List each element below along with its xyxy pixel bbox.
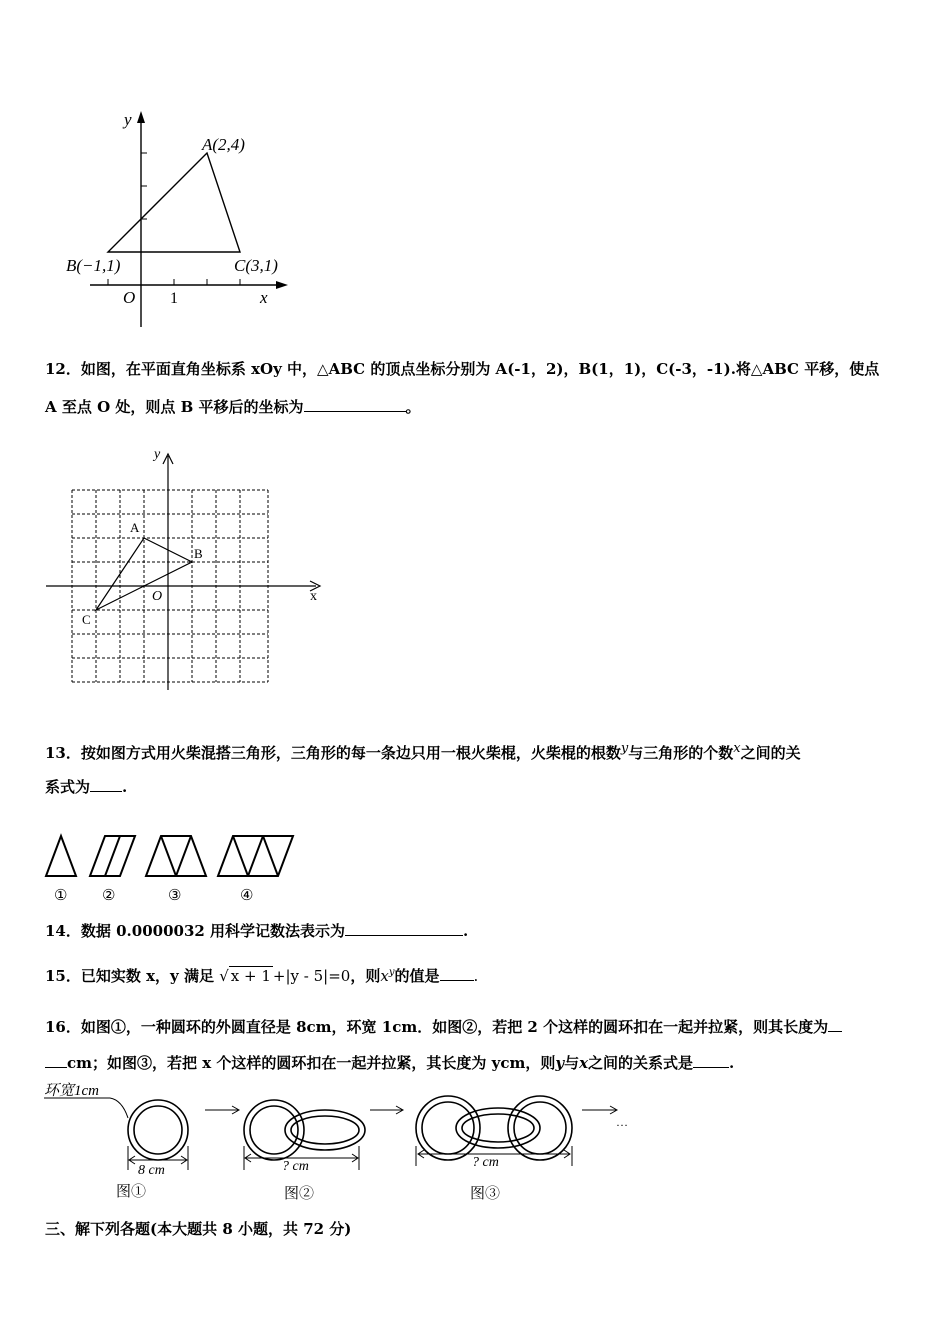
- answer-blank-16b[interactable]: [693, 1053, 729, 1068]
- answer-blank-15[interactable]: [440, 966, 474, 981]
- question-16-text-d: 之间的关系式是: [588, 1054, 694, 1072]
- tick-label-1: 1: [170, 290, 178, 307]
- answer-blank-16a[interactable]: [828, 1017, 842, 1032]
- figure-matchstick-triangles: [40, 828, 310, 908]
- question-16-text-a: 16．如图①，一种圆环的外圆直径是 8cm，环宽 1cm．如图②，若把 2 个这样的圆环扣在一起并拉紧，则其长度为: [45, 1018, 829, 1036]
- var-x: x: [733, 741, 741, 756]
- matchstick-label-2: ②: [102, 888, 116, 904]
- var-y-16: y: [555, 1054, 565, 1072]
- answer-blank-16a-cont[interactable]: [45, 1053, 67, 1068]
- y-axis-arrow: [137, 111, 145, 123]
- question-13-line1: [45, 738, 801, 764]
- point-c-label: C(3,1): [234, 256, 278, 275]
- question-16-end: .: [729, 1054, 735, 1072]
- var-x-16: x: [579, 1054, 589, 1072]
- answer-blank-14[interactable]: [345, 921, 463, 936]
- matchstick-label-3: ③: [168, 888, 182, 904]
- power-base: x: [380, 967, 389, 985]
- question-14: [45, 920, 468, 942]
- var-y: y: [620, 741, 629, 756]
- question-13-text-d: 系式为: [45, 778, 91, 796]
- question-16-line1: [45, 1016, 842, 1038]
- section-3-title: 三、解下列各题(本大题共 8 小题，共 72 分): [45, 1220, 352, 1238]
- question-12-line2: [45, 396, 421, 418]
- y-axis-label: y: [124, 110, 132, 129]
- matchstick-label-4: ④: [240, 888, 254, 904]
- plus-sign: +: [272, 967, 286, 985]
- question-15-then: ，则: [350, 967, 381, 985]
- triangle-abc-grid: [96, 538, 192, 610]
- question-13-text-e: .: [122, 778, 128, 796]
- x-axis-label: x: [260, 288, 268, 307]
- figure-grid-triangle: [40, 442, 330, 692]
- grid-label-c: C: [82, 612, 91, 627]
- power-exp: y: [388, 967, 395, 978]
- question-12-line2-end: 。: [405, 398, 421, 416]
- answer-blank-13[interactable]: [90, 777, 122, 792]
- x-axis-arrow: [276, 281, 288, 289]
- sqrt-expression: √ x + 1: [219, 967, 271, 985]
- caption-fig1: 图①: [116, 1184, 147, 1200]
- question-12-line1: 12．如图，在平面直角坐标系 xOy 中，△ABC 的顶点坐标分别为 A(-1，2)，B(1，1)，C(-3，-1).将△ABC 平移，使点: [45, 360, 880, 378]
- question-13-text-c: 之间的关: [740, 744, 801, 762]
- question-16-line2: [45, 1052, 734, 1074]
- caption-fig3: 图③: [470, 1186, 501, 1202]
- grid-origin-label: O: [152, 589, 163, 604]
- equals-zero: =0: [328, 967, 351, 985]
- grid-label-a: A: [130, 520, 140, 535]
- dim-label-3: ? cm: [472, 1155, 499, 1170]
- answer-blank-12[interactable]: [304, 397, 406, 412]
- ring-width-label: 环宽1cm: [44, 1083, 99, 1099]
- question-13-text-a: 13．按如图方式用火柴混搭三角形，三角形的每一条边只用一根火柴棍，火柴棍的根数: [45, 744, 621, 762]
- figure-rings: [40, 1078, 650, 1208]
- point-a-label: A(2,4): [202, 135, 245, 154]
- question-15-value: 的值是: [394, 967, 440, 985]
- question-13-text-b: 与三角形的个数: [628, 744, 734, 762]
- triangle-abc: [108, 153, 240, 252]
- question-15: 15．已知实数 x，y 满足 √ x + 1 +|y - 5|=0，则$x^y$的值是 .: [45, 967, 479, 985]
- question-16-text-b: cm；如图③，若把 x 个这样的圆环扣在一起并拉紧，其长度为 ycm，则: [67, 1054, 556, 1072]
- figure-triangle-abc-coordinates: [60, 105, 300, 340]
- question-14-text: 14．数据 0.0000032 用科学记数法表示为: [45, 922, 346, 940]
- grid-y-label: y: [154, 447, 161, 462]
- caption-fig2: 图②: [284, 1186, 315, 1202]
- dim-label-2: ? cm: [282, 1159, 309, 1174]
- grid-x-label: x: [310, 589, 317, 604]
- sqrt-content: x + 1: [230, 967, 271, 985]
- origin-label: O: [123, 288, 136, 307]
- grid-label-b: B: [194, 546, 203, 561]
- ellipsis: …: [616, 1115, 628, 1129]
- dim-label-1: 8 cm: [138, 1163, 165, 1178]
- abs-content: y - 5: [290, 967, 324, 985]
- question-12-line2-text: A 至点 O 处，则点 B 平移后的坐标为: [45, 398, 304, 416]
- matchstick-label-1: ①: [54, 888, 68, 904]
- question-15-text: 15．已知实数 x，y 满足: [45, 967, 214, 985]
- question-13-line2: [45, 776, 127, 798]
- question-14-end: .: [463, 922, 469, 940]
- question-15-end: .: [473, 967, 479, 985]
- point-b-label: B(−1,1): [66, 256, 121, 275]
- question-16-text-c: 与: [564, 1054, 580, 1072]
